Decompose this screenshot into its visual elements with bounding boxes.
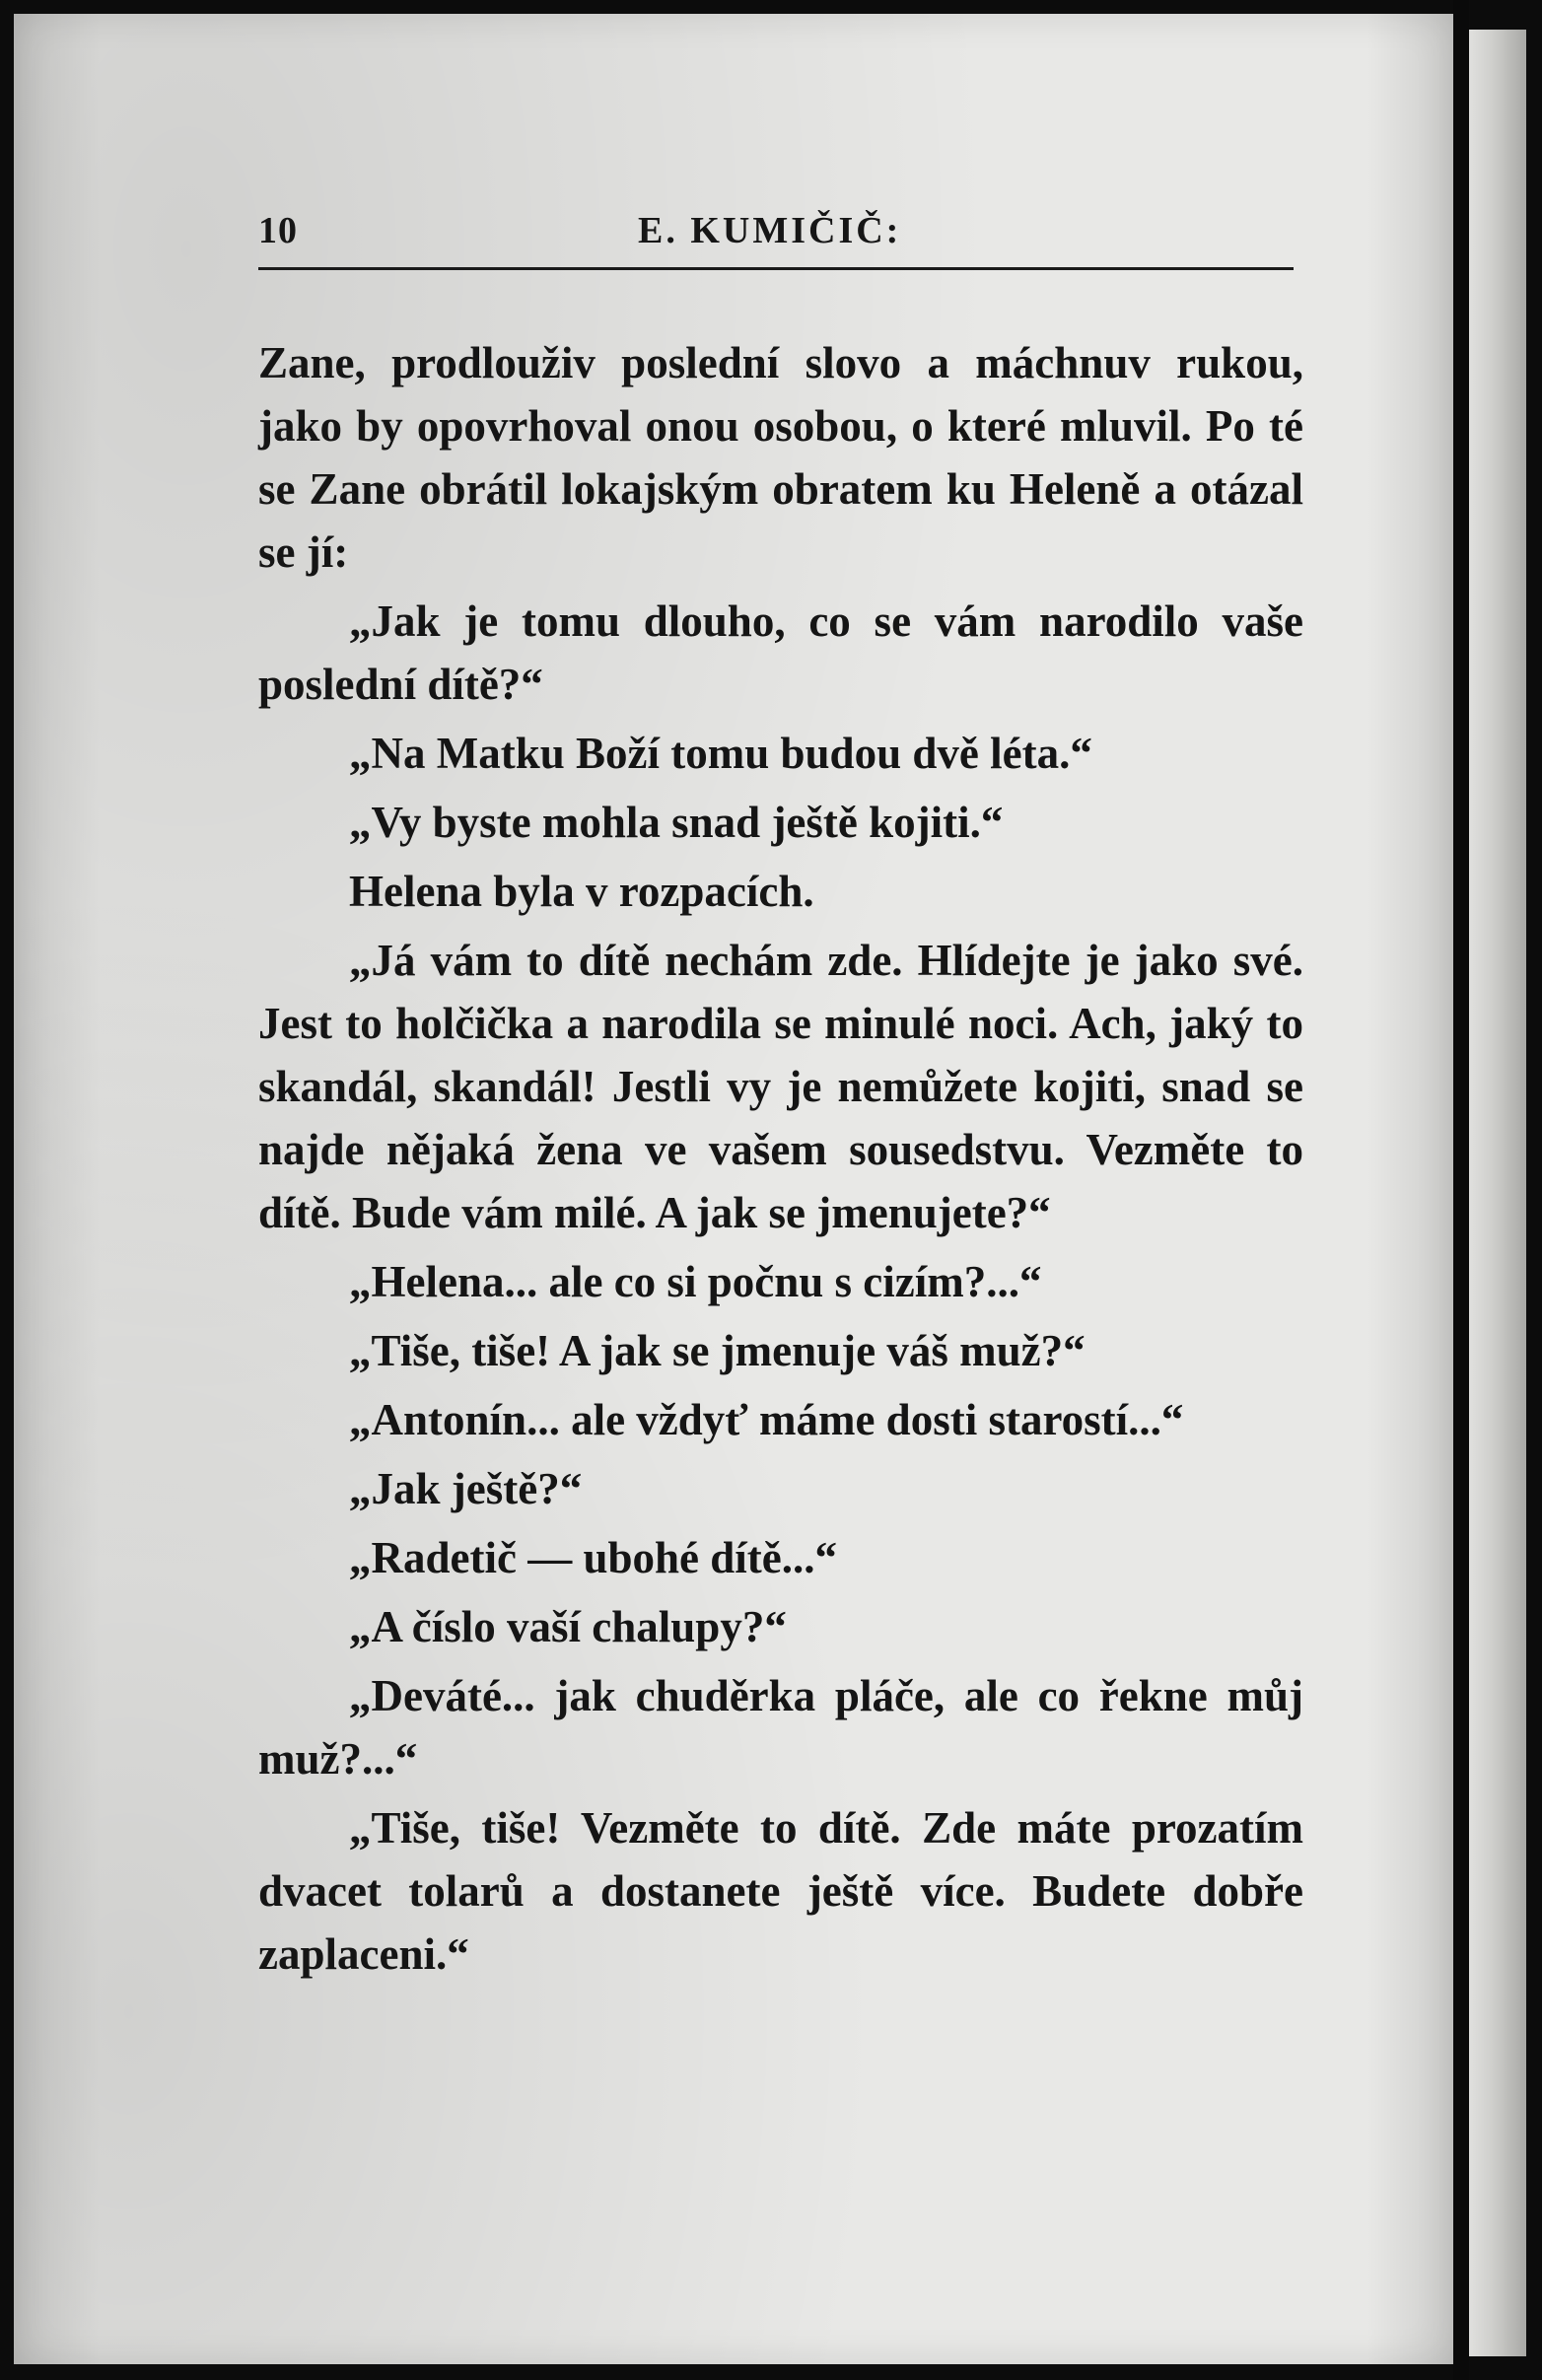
next-page-edge: [1469, 30, 1526, 2356]
paragraph: „Antonín... ale vždyť máme dosti starostí...“: [349, 1395, 1184, 1444]
paragraph: „Helena... ale co si počnu s cizím?...“: [349, 1257, 1042, 1306]
page-number: 10: [258, 210, 298, 251]
header-rule: [258, 267, 1294, 270]
body-text: [258, 331, 1303, 1992]
paragraph: „Deváté... jak chuděrka pláče, ale co řekne můj muž?...“: [258, 1671, 1303, 1784]
paragraph: Helena byla v rozpacích.: [349, 867, 814, 916]
paragraph: „Vy byste mohla snad ještě kojiti.“: [349, 798, 1004, 847]
paragraph: „A číslo vaší chalupy?“: [349, 1602, 787, 1651]
paragraph: „Na Matku Boží tomu budou dvě léta.“: [349, 729, 1092, 778]
binding-gap: [1453, 0, 1469, 2380]
paragraph: „Tiše, tiše! Vezměte to dítě. Zde máte prozatím dvacet tolarů a dostanete ještě více. Budete dobře zaplaceni.“: [258, 1803, 1303, 1979]
paragraph: „Tiše, tiše! A jak se jmenuje váš muž?“: [349, 1326, 1086, 1375]
page-header: [258, 203, 1294, 262]
paragraph: Zane, prodlouživ poslední slovo a máchnuv rukou, jako by opovrhoval onou osobou, o které mluvil. Po té se Zane obrátil lokajským obratem ku Heleně a otázal se jí:: [258, 338, 1303, 577]
paragraph: „Já vám to dítě nechám zde. Hlídejte je jako své. Jest to holčička a narodila se minulé noci. Ach, jaký to skandál, skandál! Jestli vy je nemůžete kojiti, snad se najde nějaká žena ve vašem sousedstvu. Vezměte to dítě. Bude vám milé. A jak se jmenujete?“: [258, 936, 1303, 1237]
paragraph: „Jak ještě?“: [349, 1464, 583, 1513]
paragraph: „Radetič — ubohé dítě...“: [349, 1533, 837, 1582]
paragraph: „Jak je tomu dlouho, co se vám narodilo vaše poslední dítě?“: [258, 596, 1303, 709]
running-head: E. KUMIČIČ:: [638, 210, 902, 251]
